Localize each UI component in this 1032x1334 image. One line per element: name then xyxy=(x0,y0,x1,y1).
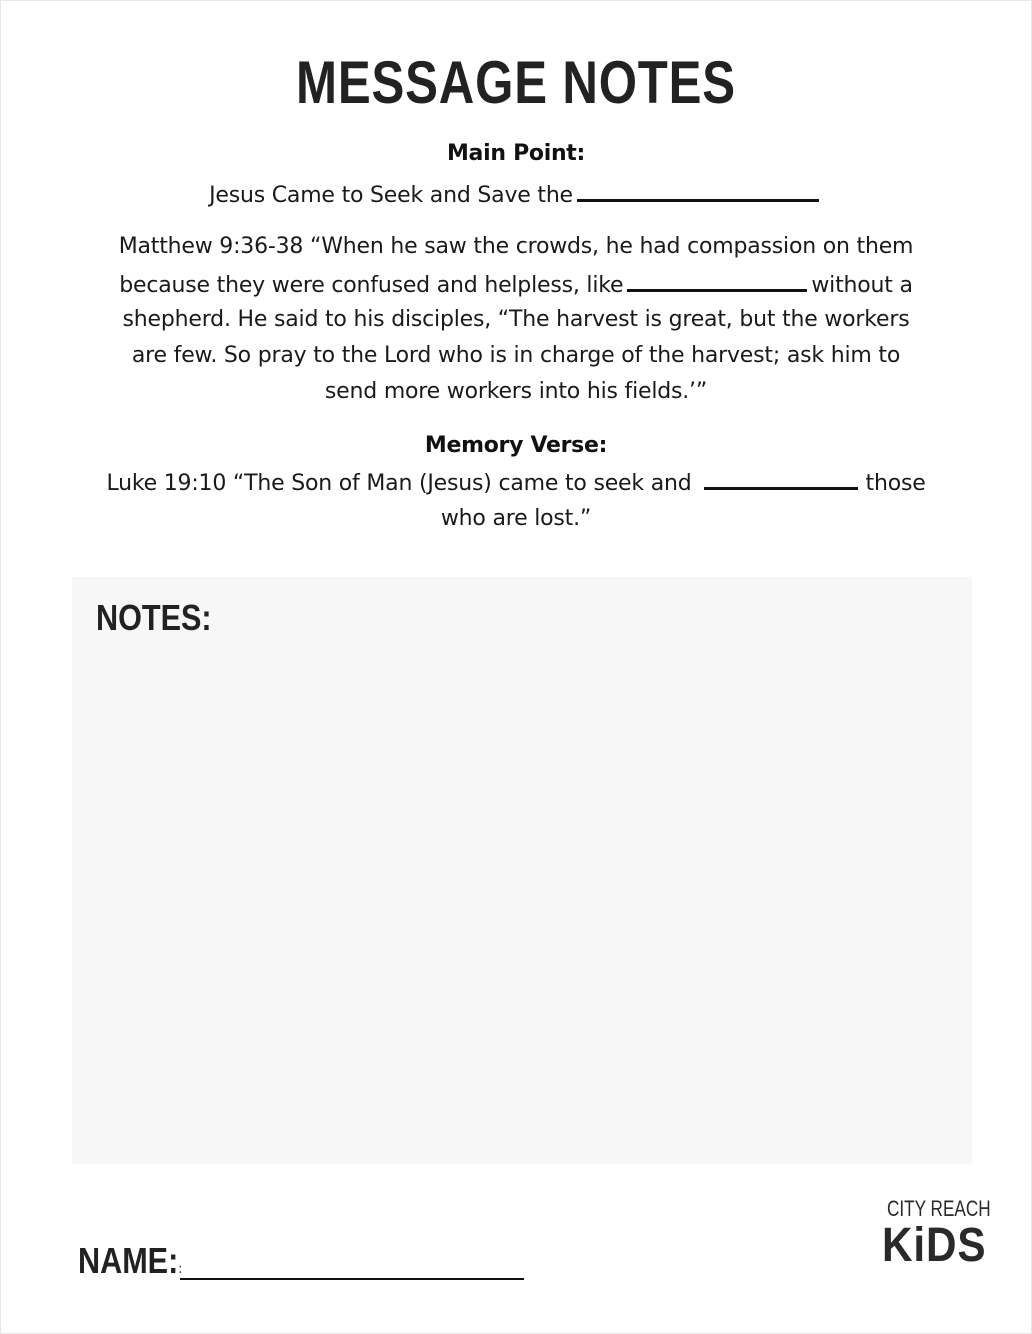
scripture-line-3: shepherd. He said to his disciples, “The harvest is great, but the workers xyxy=(122,307,910,332)
name-label-suffix: : xyxy=(178,1261,183,1277)
logo-top-text: CITY REACH xyxy=(887,1196,991,1221)
memory-verse-line-2: who are lost.” xyxy=(440,506,592,531)
page-title: MESSAGE NOTES xyxy=(296,49,736,116)
main-point-text: Jesus Came to Seek and Save the xyxy=(209,183,573,208)
memory-verse-line-1-after: those xyxy=(865,471,926,496)
name-field[interactable] xyxy=(180,1278,524,1280)
memory-verse-heading: Memory Verse: xyxy=(424,433,608,458)
city-reach-kids-logo xyxy=(876,1196,991,1278)
scripture-line-4: are few. So pray to the Lord who is in charge of the harvest; ask him to xyxy=(131,343,901,368)
main-point-line xyxy=(0,181,1032,208)
memory-verse-line-1 xyxy=(0,469,1032,496)
scripture-line-5: send more workers into his fields.’” xyxy=(324,379,708,404)
main-point-heading: Main Point: xyxy=(446,141,586,166)
name-label xyxy=(78,1240,182,1282)
logo-bottom-text: KiDS xyxy=(882,1219,987,1272)
scripture-line-2-before: because they were confused and helpless, like xyxy=(119,273,624,298)
scripture-blank[interactable] xyxy=(627,271,807,292)
notes-label: NOTES: xyxy=(96,597,212,638)
main-point-blank[interactable] xyxy=(577,181,819,202)
name-label-text: NAME: xyxy=(78,1240,179,1281)
notes-area[interactable] xyxy=(72,577,972,1164)
scripture-line-1: Matthew 9:36-38 “When he saw the crowds, he had compassion on them xyxy=(118,234,914,259)
scripture-line-2-after: without a xyxy=(811,273,913,298)
memory-verse-line-1-before: Luke 19:10 “The Son of Man (Jesus) came to seek and xyxy=(106,471,692,496)
scripture-line-2 xyxy=(0,271,1032,298)
memory-verse-blank[interactable] xyxy=(704,469,858,490)
